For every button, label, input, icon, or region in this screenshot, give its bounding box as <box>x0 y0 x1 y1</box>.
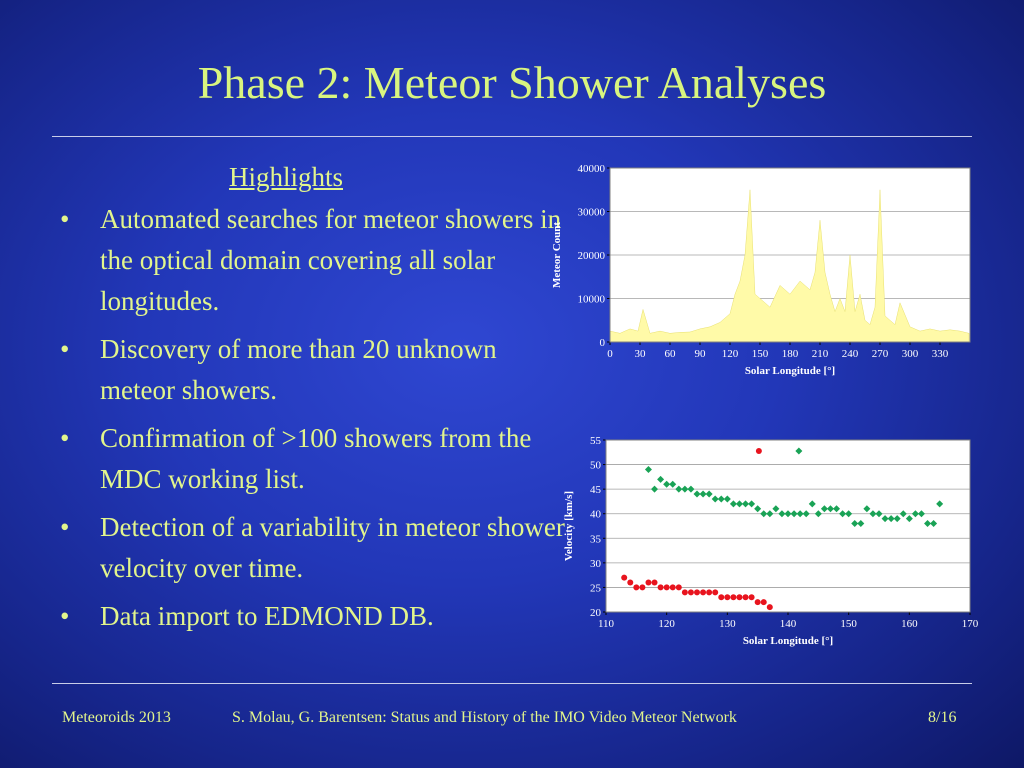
cap-point <box>645 580 651 586</box>
velocity-y-tick-label: 35 <box>590 533 601 546</box>
list-item <box>56 507 576 589</box>
footer-page-number: 8/16 <box>928 709 957 726</box>
slide-title: Phase 2: Meteor Shower Analyses <box>197 57 827 108</box>
count-x-tick-label: 270 <box>871 348 889 360</box>
velocity-y-tick-label: 40 <box>590 508 601 521</box>
cap-point <box>736 594 742 600</box>
velocity-y-axis-label: Velocity [km/s] <box>563 490 575 562</box>
highlights-list <box>56 199 576 637</box>
velocity-y-tick-label: 55 <box>590 435 601 447</box>
legend-cap-label: CAP <box>764 447 785 458</box>
cap-point <box>706 589 712 595</box>
bullet-text: Detection of a variability in meteor shower velocity over time. <box>100 512 565 583</box>
velocity-y-tick-label: 45 <box>590 484 601 497</box>
cap-point <box>743 594 749 600</box>
cap-point <box>633 584 639 590</box>
count-y-tick-label: 30000 <box>577 206 605 219</box>
bullet-icon: • <box>60 334 70 364</box>
velocity-x-tick-label: 120 <box>658 618 675 630</box>
velocity-x-tick-label: 160 <box>901 618 918 630</box>
velocity-x-axis-label: Solar Longitude [°] <box>742 635 834 647</box>
bullet-text: Data import to EDMOND DB. <box>100 601 434 631</box>
bullet-text: Automated searches for meteor showers in the optical domain covering all solar longitudes. <box>100 204 562 316</box>
velocity-x-tick-label: 170 <box>961 618 979 630</box>
cap-point <box>694 589 700 595</box>
cap-point <box>682 589 688 595</box>
velocity-x-tick-label: 130 <box>719 618 736 630</box>
cap-point <box>749 594 755 600</box>
cap-point <box>767 604 773 610</box>
count-x-tick-label: 240 <box>841 348 859 360</box>
cap-point <box>670 584 676 590</box>
highlights-panel <box>56 162 576 644</box>
highlights-heading: Highlights <box>228 162 343 192</box>
cap-point <box>627 580 633 586</box>
count-x-tick-label: 300 <box>901 348 919 360</box>
legend-sda-label: SDA <box>804 447 825 458</box>
bottom-divider <box>52 683 972 684</box>
list-item <box>56 418 576 500</box>
footer-conference: Meteoroids 2013 <box>62 709 171 726</box>
cap-point <box>676 584 682 590</box>
velocity-x-tick-label: 140 <box>779 618 797 630</box>
meteor-count-chart <box>540 156 980 396</box>
count-y-tick-label: 20000 <box>577 250 605 262</box>
velocity-x-tick-label: 150 <box>840 618 857 630</box>
top-divider <box>52 136 972 137</box>
count-x-tick-label: 330 <box>931 348 949 360</box>
bullet-icon: • <box>60 512 70 542</box>
legend-cap-marker <box>756 448 762 454</box>
cap-point <box>755 599 761 605</box>
cap-point <box>718 594 724 600</box>
bullet-icon: • <box>60 423 70 453</box>
bullet-icon: • <box>60 204 70 234</box>
bullet-icon: • <box>60 601 70 631</box>
count-x-tick-label: 90 <box>694 348 706 360</box>
cap-point <box>712 589 718 595</box>
cap-point <box>658 584 664 590</box>
list-item <box>56 329 576 411</box>
count-y-tick-label: 0 <box>599 337 605 349</box>
velocity-x-tick-label: 110 <box>597 618 615 630</box>
count-x-tick-label: 150 <box>751 348 769 360</box>
list-item <box>56 199 576 322</box>
velocity-y-tick-label: 25 <box>590 582 601 595</box>
cap-point <box>730 594 736 600</box>
count-x-tick-label: 120 <box>721 348 739 360</box>
count-y-tick-label: 10000 <box>577 293 605 306</box>
velocity-y-tick-label: 50 <box>590 459 601 472</box>
cap-point <box>761 599 767 605</box>
cap-point <box>700 589 706 595</box>
velocity-y-tick-label: 20 <box>590 607 601 619</box>
count-x-tick-label: 30 <box>634 348 646 360</box>
velocity-y-tick-label: 30 <box>590 557 601 570</box>
cap-point <box>724 594 730 600</box>
count-x-tick-label: 210 <box>811 348 829 360</box>
count-x-tick-label: 0 <box>607 348 613 360</box>
count-x-axis-label: Solar Longitude [°] <box>744 365 836 377</box>
count-y-tick-label: 40000 <box>577 163 605 175</box>
footer-authors: S. Molau, G. Barentsen: Status and History of the IMO Video Meteor Network <box>232 709 737 726</box>
velocity-chart <box>556 430 986 656</box>
count-x-tick-label: 60 <box>664 348 676 360</box>
cap-point <box>621 575 627 581</box>
cap-point <box>688 589 694 595</box>
bullet-text: Discovery of more than 20 unknown meteor showers. <box>100 334 497 405</box>
cap-point <box>652 580 658 586</box>
cap-point <box>664 584 670 590</box>
count-y-axis-label: Meteor Count <box>551 221 563 289</box>
list-item <box>56 596 576 637</box>
count-x-tick-label: 180 <box>781 348 799 360</box>
bullet-text: Confirmation of >100 showers from the MDC working list. <box>100 423 532 494</box>
cap-point <box>639 584 645 590</box>
